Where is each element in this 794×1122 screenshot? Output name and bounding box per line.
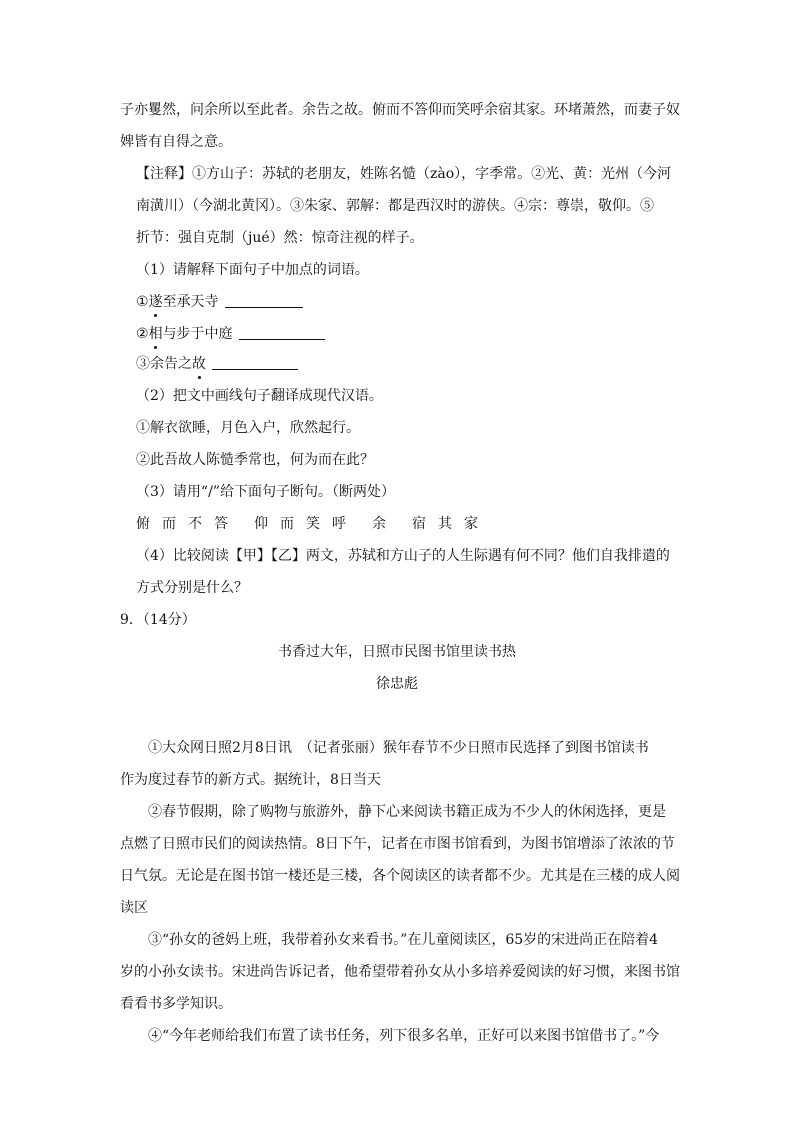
- article-paragraph-line: ①大众网日照2月8日讯 （记者张丽）猴年春节不少日照市民选择了到图书馆读书: [148, 740, 649, 756]
- answer-blank[interactable]: [239, 325, 325, 340]
- sentence-char: 而: [162, 516, 176, 532]
- sentence-char: 而: [280, 516, 294, 532]
- notes-line: 南潢川）（今湖北黄冈）。③朱家、郭解：都是西汉时的游侠。④宗：尊崇，敬仰。⑤: [136, 198, 654, 214]
- article-paragraph-line: ②春节假期，除了购物与旅游外，静下心来阅读书籍正成为不少人的休闲选择，更是: [148, 804, 666, 820]
- sentence-char: 答: [214, 516, 228, 532]
- item-text: 与步于中庭: [162, 326, 233, 342]
- sentence-char: 呼: [332, 516, 346, 532]
- question-2-item-2: ②此吾故人陈慥季常也，何为而在此？: [136, 452, 374, 468]
- sentence-char: 宿: [412, 516, 426, 532]
- question-2-item-1: ①解衣欲睡，月色入户，欣然起行。: [136, 420, 360, 436]
- sentence-char: 其: [438, 516, 452, 532]
- dotted-word: 遂: [148, 294, 163, 310]
- sentence-char: 余: [372, 516, 386, 532]
- question-2-prompt: （2）把文中画线句子翻译成现代汉语。: [136, 388, 383, 404]
- sentence-char: 仰: [254, 516, 268, 532]
- article-paragraph-line: 日气氛。无论是在图书馆一楼还是三楼，各个阅读区的读者都不少。尤其是在三楼的成人阅: [120, 868, 680, 884]
- article-paragraph-line: 读区: [120, 900, 148, 916]
- article-paragraph-line: ④“今年老师给我们布置了读书任务，列下很多名单，正好可以来图书馆借书了。”今: [148, 1028, 660, 1044]
- article-paragraph-line: 作为度过春节的新方式。据统计，8日当天: [120, 772, 381, 788]
- question-4-line: （4）比较阅读【甲】【乙】两文，苏轼和方山子的人生际遇有何不同？他们自我排遣的: [136, 548, 670, 564]
- passage-line: 婢皆有自得之意。: [120, 134, 232, 150]
- sentence-char: 俯: [136, 516, 150, 532]
- article-paragraph-line: 点燃了日照市民们的阅读热情。8日下午，记者在市图书馆看到，为图书馆增添了浓浓的节: [120, 836, 675, 852]
- sentence-char: 不: [188, 516, 202, 532]
- article-paragraph-line: 岁的小孙女读书。宋进尚告诉记者，他希望带着孙女从小多培养爱阅读的好习惯，来图书馆: [120, 964, 680, 980]
- sentence-char: 家: [464, 516, 478, 532]
- question-3-sentence: [136, 514, 490, 534]
- article-author: 徐忠彪: [376, 676, 418, 692]
- item-number: ②: [136, 326, 149, 342]
- dotted-word: 故: [192, 356, 206, 372]
- article-paragraph-line: ③“孙女的爸妈上班，我带着孙女来看书。”在儿童阅读区，65岁的宋进尚正在陪着4: [148, 932, 659, 948]
- notes-line: 【注释】①方山子：苏轼的老朋友，姓陈名慥（zào），字季常。②光、黄：光州（今河: [136, 166, 672, 182]
- question-3-prompt: （3）请用“/”给下面句子断句。（断两处）: [136, 484, 395, 500]
- question-1-prompt: （1）请解释下面句子中加点的词语。: [136, 262, 369, 278]
- item-text: 至承天寺: [162, 294, 219, 310]
- answer-blank[interactable]: [212, 355, 298, 370]
- notes-line: 折节：强自克制（jué）然：惊奇注视的样子。: [136, 230, 424, 246]
- item-text: ③余告之: [136, 356, 192, 372]
- question-1-item-3: [136, 354, 298, 374]
- answer-blank[interactable]: [225, 293, 303, 308]
- dotted-word: 相: [148, 326, 163, 342]
- question-4-line: 方式分别是什么？: [136, 580, 248, 596]
- item-number: ①: [136, 294, 149, 310]
- question-9-header: 9．（14分）: [120, 612, 196, 628]
- question-1-item-1: [136, 292, 303, 312]
- question-1-item-2: [136, 324, 325, 344]
- article-paragraph-line: 看看书多学知识。: [120, 996, 232, 1012]
- article-title: 书香过大年，日照市民图书馆里读书热: [278, 644, 516, 660]
- passage-line: 子亦矍然，问余所以至此者。余告之故。俯而不答仰而笑呼余宿其家。环堵萧然，而妻子奴: [120, 102, 680, 118]
- sentence-char: 笑: [306, 516, 320, 532]
